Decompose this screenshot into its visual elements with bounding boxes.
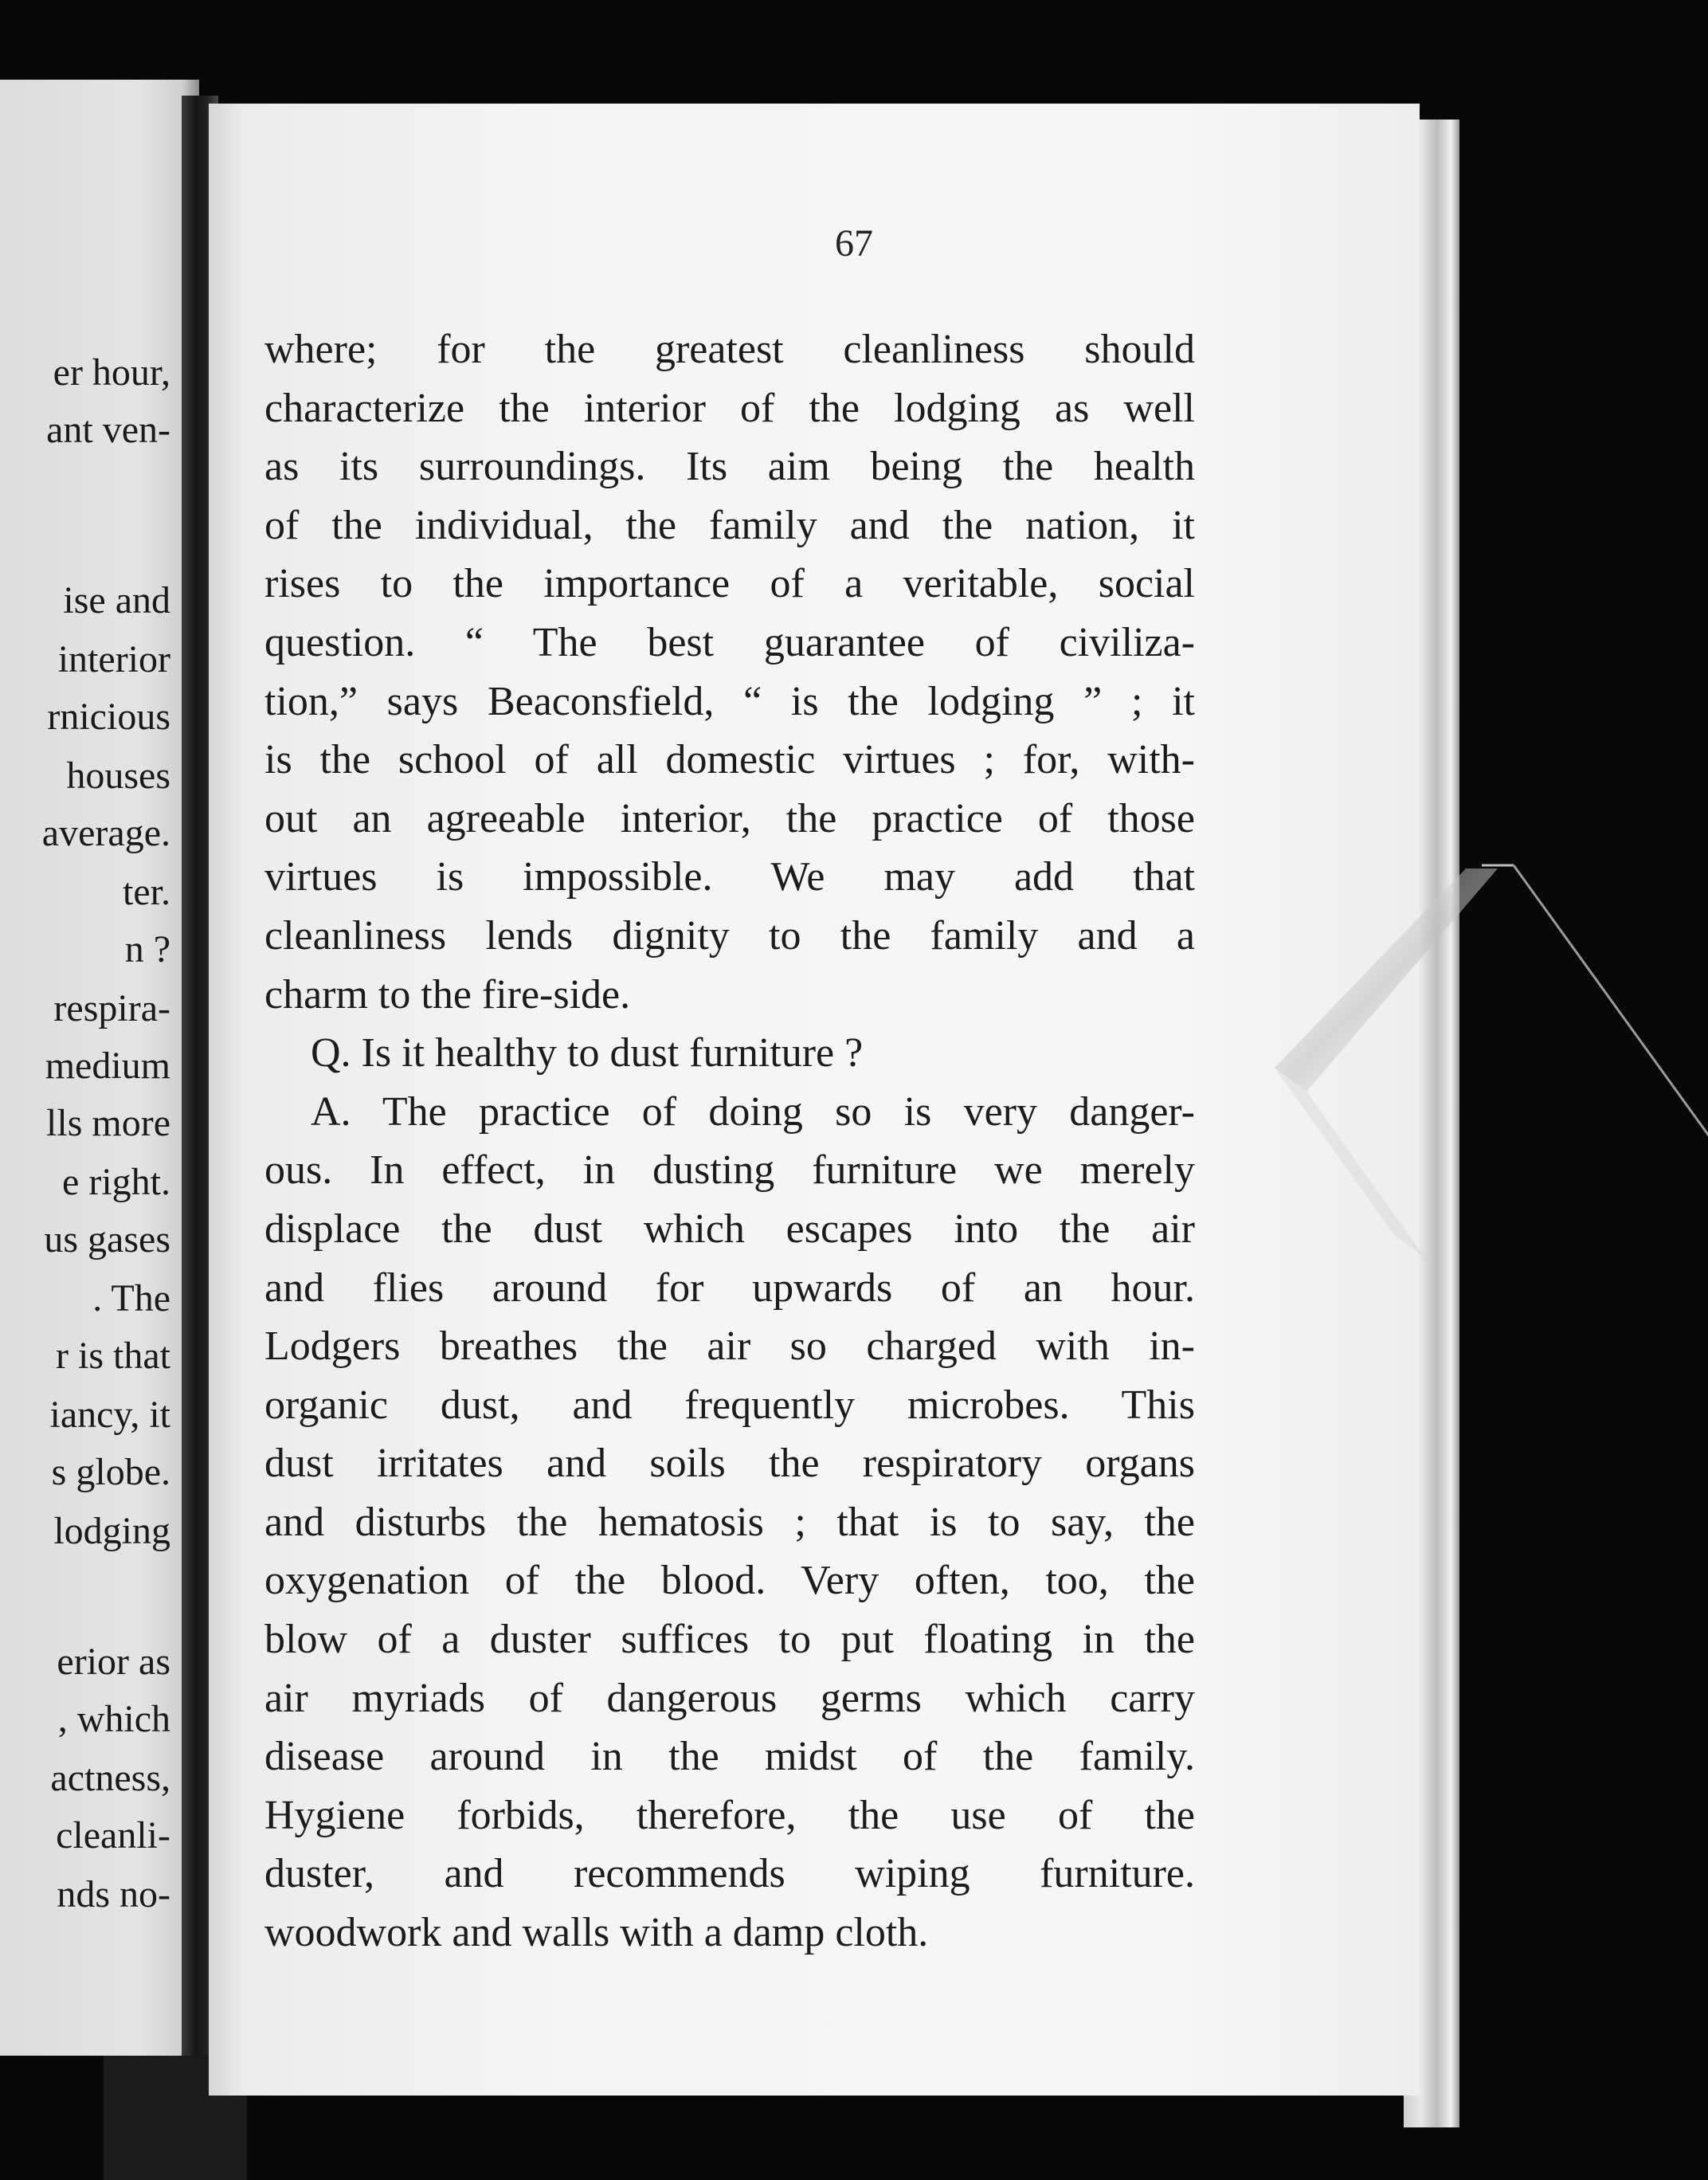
left-page-line: , which <box>57 1698 170 1740</box>
text-line: tion,” says Beaconsfield, “ is the lodging ” ; it <box>264 678 1195 724</box>
text-line: is the school of all domestic virtues ; for, with- <box>264 737 1195 783</box>
left-page-line: ant ven- <box>46 409 170 451</box>
page-number: 67 <box>835 222 873 265</box>
left-page-line: respira- <box>53 987 170 1029</box>
left-page-line: interior <box>57 638 170 680</box>
left-page-line: ter. <box>123 871 170 913</box>
left-page-line: houses <box>66 755 170 797</box>
text-line: cleanliness lends dignity to the family and a <box>264 912 1195 959</box>
left-page-line: lls more <box>46 1102 170 1144</box>
left-page-line: iancy, it <box>49 1394 170 1436</box>
left-page-line: ise and <box>63 579 170 621</box>
text-line: displace the dust which escapes into the air <box>264 1206 1195 1252</box>
question-line: Q. Is it healthy to dust furniture ? <box>311 1030 864 1076</box>
left-page-line: e right. <box>62 1161 170 1203</box>
left-page <box>0 80 199 2056</box>
text-line: woodwork and walls with a damp cloth. <box>264 1910 929 1956</box>
text-line: question. “ The best guarantee of civiliza- <box>264 619 1195 665</box>
glare-edge <box>1514 865 1708 1307</box>
left-page-line: lodging <box>53 1510 170 1552</box>
answer-line: A. The practice of doing so is very danger- <box>311 1088 1195 1135</box>
text-line: virtues is impossible. We may add that <box>264 854 1195 900</box>
text-line: air myriads of dangerous germs which carry <box>264 1675 1195 1721</box>
text-line: Lodgers breathes the air so charged with in- <box>264 1323 1195 1370</box>
left-page-line: actness, <box>50 1757 170 1799</box>
text-line: characterize the interior of the lodging as well <box>264 385 1195 431</box>
text-line: ous. In effect, in dusting furniture we merely <box>264 1147 1195 1194</box>
left-page-line: average. <box>41 812 170 854</box>
text-line: duster, and recommends wiping furniture. <box>264 1851 1195 1897</box>
left-page-line: er hour, <box>53 351 170 394</box>
left-page-line: n ? <box>124 928 170 970</box>
text-line: and disturbs the hematosis ; that is to say, the <box>264 1499 1195 1545</box>
text-line: and flies around for upwards of an hour. <box>264 1264 1195 1311</box>
text-line: dust irritates and soils the respiratory organs <box>264 1441 1195 1487</box>
left-page-line: erior as <box>57 1641 170 1683</box>
text-line: disease around in the midst of the family. <box>264 1734 1195 1780</box>
text-line: oxygenation of the blood. Very often, too, the <box>264 1558 1195 1604</box>
text-line: of the individual, the family and the nation, it <box>264 502 1195 548</box>
page-body-text <box>264 320 1195 1962</box>
left-page-line: nds no- <box>57 1873 170 1915</box>
text-line: blow of a duster suffices to put floating in the <box>264 1617 1195 1663</box>
left-page-line: rnicious <box>47 696 170 738</box>
text-line: organic dust, and frequently microbes. This <box>264 1382 1195 1428</box>
left-page-line: s globe. <box>51 1451 170 1493</box>
left-page-line: medium <box>45 1045 170 1087</box>
right-page <box>209 104 1420 2096</box>
left-page-line: . The <box>92 1277 170 1319</box>
text-line: rises to the importance of a veritable, social <box>264 561 1195 607</box>
left-page-line: r is that <box>56 1335 170 1377</box>
text-line: out an agreeable interior, the practice of those <box>264 795 1195 841</box>
text-line: where; for the greatest cleanliness should <box>264 327 1195 372</box>
text-line: charm to the fire-side. <box>264 971 631 1017</box>
text-line: as its surroundings. Its aim being the health <box>264 444 1195 490</box>
left-page-line: us gases <box>44 1218 170 1261</box>
left-page-line: cleanli- <box>56 1814 170 1857</box>
text-line: Hygiene forbids, therefore, the use of the <box>264 1792 1195 1838</box>
